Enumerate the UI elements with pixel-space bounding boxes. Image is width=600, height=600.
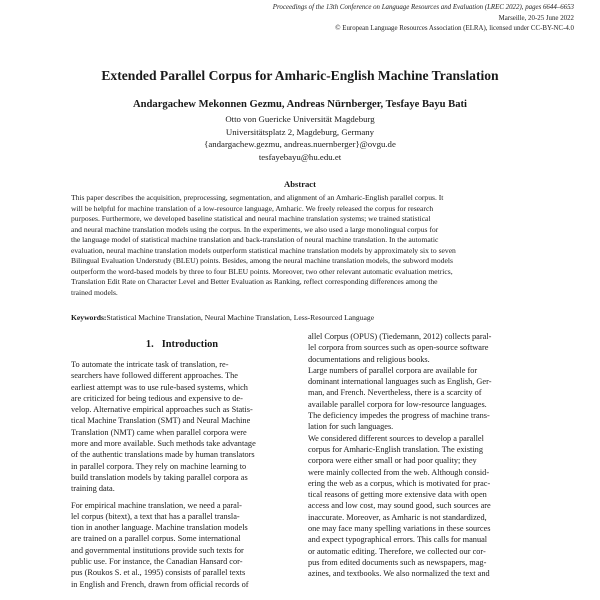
text-line: We considered different sources to develop a parallel [308,433,484,443]
text-line: in parallel corpora. They rely on machine learning to [71,461,247,471]
text-line: one may face many spelling variations in these sources [308,524,491,534]
text-line: earliest attempt was to use rule-based systems, which [71,382,248,392]
text-line: corpora were either small or had poor quality; they [308,456,477,466]
text-line: are trained on a parallel corpus. Some international [71,534,241,544]
text-line: were mainly collected from the web. Although consid- [308,467,490,477]
author-list: Andargachew Mekonnen Gezmu, Andreas Nürnberger, Tesfaye Bayu Bati [132,99,467,110]
text-line: and expect typographical errors. This calls for manual [308,535,488,545]
proceedings-header [214,3,574,35]
text-line: azines, and textbooks. We also normalized the text and [308,569,490,579]
section-title: Introduction [161,339,219,350]
text-line: tical reasons of getting more extensive data with open [308,490,487,500]
paragraph [308,331,530,365]
text-line: tical Machine Translation (SMT) and Neural Machine [71,416,251,426]
text-line: inaccurate. Moreover, as Amharic is not standardized, [308,512,487,522]
text-line: This paper describes the acquisition, preprocessing, segmentation, and alignment of an Amharic-English parallel corpus. It [71,193,444,202]
text-line: Translation (NMT) came when parallel corpora were [71,427,247,437]
paragraph [71,359,293,495]
text-line: access and low cost, may sound good, such sources are [308,501,491,511]
section-number: 1. [145,339,154,350]
text-line: trained models. [71,287,118,297]
text-line: dominant international languages such as English, Ger- [308,377,492,387]
affiliation-line: Universitätsplatz 2, Magdeburg, Germany [225,126,375,137]
text-line: pus from edited documents such as newspapers, mag- [308,557,487,567]
text-line: documentations and religious books. [308,354,430,364]
text-line: tion in another language. Machine translation models [71,523,248,533]
text-line: more and more available. Such methods take advantage [71,439,256,449]
text-line: pus (Roukos S. et al., 1995) consists of parallel texts [71,568,246,578]
right-column [308,331,530,580]
text-line: available parallel corpora for low-resource languages. [308,399,487,409]
text-line: lel corpus (bitext), a text that has a parallel transla- [71,511,240,521]
keywords-line [71,313,374,323]
text-line: lation for such languages. [308,422,394,432]
text-line: man, and French. Nevertheless, there is a scarcity of [308,388,482,398]
text-line: velop. Alternative empirical approaches such as Statis- [71,405,253,415]
abstract-heading: Abstract [284,179,316,189]
text-line: build translation models by taking parallel corpora as [71,472,248,482]
affiliation-block [0,113,600,163]
text-line: will be helpful for machine translation of a low-resource language, Amharic. We freely released the corpus for research [71,203,434,213]
text-line: Large numbers of parallel corpora are available for [308,365,478,375]
text-line: Translation Edit Rate on Character Level and Better Evaluation as Ranking, reflect corresponding differences among the [71,277,438,287]
paper-title: Extended Parallel Corpus for Amharic-English Machine Translation [101,68,499,83]
paragraph [308,365,530,433]
text-line: and governmental institutions provide such texts for [71,545,244,555]
text-line: To automate the intricate task of translation, re- [71,360,229,369]
venue-line: Marseille, 20-25 June 2022 [498,14,574,22]
text-line: outperform the word-based models by three to four BLEU points. Moreover, two other relevant automatic evaluation metrics, [71,266,453,276]
text-line: and neural machine translation models using the corpus. In the experiments, we also used a large monolingual corpus for [71,224,439,234]
email-line: {andargachew.gezmu, andreas.nuernberger}@ovgu.de [204,139,396,150]
paragraph [308,433,530,580]
email-line: tesfayebayu@hu.edu.et [258,151,342,162]
text-line: lel corpora from sources such as open-source software [308,343,489,353]
text-line: or automatic editing. Therefore, we collected our cor- [308,546,486,556]
text-line: evaluation, neural machine translation models outperform statistical machine translation models by approximately six to seven [71,245,456,255]
abstract-text [71,193,529,298]
text-line: searchers have followed different approaches. The [71,371,238,381]
text-line: allel Corpus (OPUS) (Tiedemann, 2012) collects paral- [308,332,492,341]
text-line: of the authentic translations made by human translators [71,450,255,460]
text-line: are criticized for being tedious and expensive to de- [71,393,243,403]
text-line: training data. [71,484,115,494]
text-line: in English and French, drawn from official records of [71,579,249,589]
text-line: ering the web as a corpus, which is motivated for prac- [308,478,491,488]
keywords-text: Statistical Machine Translation, Neural Machine Translation, Less-Resourced Language [106,313,375,322]
keywords-label: Keywords: [71,313,107,322]
text-line: public use. For instance, the Canadian Hansard cor- [71,557,243,567]
text-line: The deficiency impedes the progress of machine trans- [308,411,490,421]
section-heading [71,338,293,352]
text-line: purposes. Furthermore, we developed baseline statistical and neural machine translation systems; we trained statistical [71,214,431,224]
text-line: corpus for Amharic-English translation. The existing [308,444,483,454]
text-line: Bilingual Evaluation Understudy (BLEU) points. Besides, among the neural machine translation models, the subword models [71,256,453,266]
text-line: For empirical machine translation, we need a paral- [71,500,242,510]
paragraph [71,500,293,590]
text-line: the language model of statistical machine translation and back-translation of neural machine translation. In the automatic [71,235,439,245]
left-column [71,332,293,590]
license-line: © European Language Resources Association (ELRA), licensed under CC-BY-NC-4.0 [335,25,574,32]
affiliation-line: Otto von Guericke Universität Magdeburg [225,114,375,124]
proceedings-line: Proceedings of the 13th Conference on Language Resources and Evaluation (LREC 2022), pages 6644–6653 [272,4,574,11]
